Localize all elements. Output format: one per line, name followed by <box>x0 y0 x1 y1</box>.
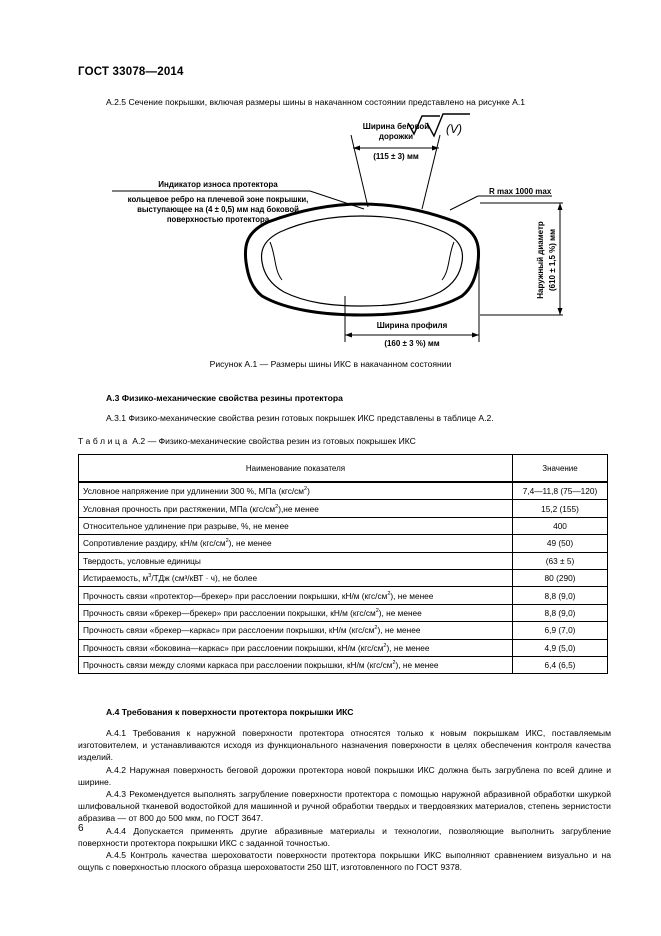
wear-indicator-title: Индикатор износа протектора <box>158 180 278 189</box>
table-row <box>79 587 608 604</box>
intro-paragraph: А.2.5 Сечение покрышки, включая размеры шины в накачанном состоянии представлено на рисунке А.1 <box>106 97 526 107</box>
tire-cross-section-figure <box>100 110 570 350</box>
figure-caption: Рисунок А.1 — Размеры шины ИКС в накачанном состоянии <box>209 359 452 369</box>
row-name: Истираемость, $м^3$/ТДж (см³/кВТ · ч), не более <box>79 569 513 586</box>
table-row <box>79 656 608 673</box>
table-row <box>79 500 608 517</box>
radius-label: R max 1000 max <box>489 187 552 196</box>
table-row <box>79 535 608 552</box>
table-row <box>79 639 608 656</box>
row-name: Сопротивление раздиру, кН/м $(кгс/см^2)$, не менее <box>79 535 513 552</box>
wear-indicator-line-2: кольцевое ребро на плечевой зоне покрышки, <box>127 195 309 204</box>
page-number: 6 <box>78 823 84 834</box>
outer-diameter-label-1: Наружный диаметр <box>536 221 545 299</box>
paragraph-a4-1: А.4.1 Требования к наружной поверхности протектора относятся только к новым покрышкам ИКС, поставляемым изготовителем, и устанавливаются исходя из функционального назначения поверхности в целях обеспечения контроля качества изделий. <box>78 728 611 763</box>
table-header-row <box>79 455 608 483</box>
tire-inner-contour <box>262 216 463 306</box>
table-row <box>79 604 608 621</box>
table-caption-text: А.2 — Физико-механические свойства резин из готовых покрышек ИКС <box>132 436 416 446</box>
row-value: 4,9 (5,0) <box>513 639 608 656</box>
paragraph-a4-5: А.4.5 Контроль качества шероховатости поверхности протектора покрышки ИКС выполняют сравнением визуально и на ощупь с поверхностью плоского образца шероховатости 250 ШТ, изготовленного по ГОСТ 9378. <box>78 850 611 873</box>
row-value: 15,2 (155) <box>513 500 608 517</box>
tread-width-value: (115 ± 3) мм <box>373 152 419 161</box>
table-row <box>79 569 608 586</box>
row-name: Прочность связи «протектор—брекер» при расслоении покрышки, кН/м $(кгс/см^2)$, не менее <box>79 587 513 604</box>
table-row <box>79 552 608 569</box>
row-name: Прочность связи «брекер—каркас» при расслоении покрышки, кН/м $(кгс/см^2)$, не менее <box>79 622 513 639</box>
row-name: Условное напряжение при удлинении 300 %, МПа $(кгс/см^2)$ <box>79 482 513 500</box>
outer-diameter-label-2: (610 ± 1,5 %) мм <box>548 228 557 292</box>
document-header: ГОСТ 33078—2014 <box>78 66 184 78</box>
section-a4-body <box>78 727 611 873</box>
paragraph-a4-4: А.4.4 Допускается применять другие абразивные материалы и технологии, позволяющие выполнить загрубление поверхности протектора покрышки ИКС с заданной точностью. <box>78 825 611 848</box>
row-value: 8,8 (9,0) <box>513 604 608 621</box>
tread-width-label-2: дорожки <box>378 132 414 141</box>
profile-width-label-1: Ширина профиля <box>376 321 448 330</box>
tire-outer-contour <box>245 204 478 315</box>
row-value: 6,9 (7,0) <box>513 622 608 639</box>
svg-text:(V): (V) <box>446 122 462 136</box>
paragraph-a4-3: А.4.3 Рекомендуется выполнять загрубление поверхности протектора с помощью наружной абразивной обработки шкуркой шлифовальной тканевой водостойкой для машинной и ручной обработки твердых и твердовязких материалов, степень зернистости абразива — от 800 до 500 мкм, по ГОСТ 3647. <box>78 789 611 824</box>
row-value: 6,4 (6,5) <box>513 656 608 673</box>
row-name: Твердость, условные единицы <box>79 552 513 569</box>
row-name: Прочность связи между слоями каркаса при расслоении покрышки, кН/м $(кгс/см^2)$, не менее <box>79 656 513 673</box>
table-row <box>79 482 608 500</box>
section-a3-heading: А.3 Физико-механические свойства резины протектора <box>106 393 343 403</box>
section-a4-heading: А.4 Требования к поверхности протектора покрышки ИКС <box>106 707 354 717</box>
row-name: Прочность связи «боковина—каркас» при расслоении покрышки, кН/м $(кгс/см^2)$, не менее <box>79 639 513 656</box>
properties-table <box>78 454 608 674</box>
row-value: 80 (290) <box>513 569 608 586</box>
row-name: Прочность связи «брекер—брекер» при расслоении покрышки, кН/м $(кгс/см^2)$, не менее <box>79 604 513 621</box>
row-value: 400 <box>513 517 608 534</box>
section-a3-text: А.3.1 Физико-механические свойства резин готовых покрышек ИКС представлены в таблице А.2. <box>106 413 494 423</box>
table-caption <box>78 436 416 446</box>
row-name: Относительное удлинение при разрыве, %, не менее <box>79 517 513 534</box>
row-value: 7,4—11,8 (75—120) <box>513 482 608 500</box>
wear-indicator-line-4: поверхностью протектора <box>166 215 270 224</box>
wear-indicator-line-3: выступающее на (4 ± 0,5) мм над боковой <box>137 205 299 214</box>
table-row <box>79 517 608 534</box>
row-value: 49 (50) <box>513 535 608 552</box>
table-row <box>79 622 608 639</box>
table-header-value: Значение <box>513 455 608 483</box>
table-caption-prefix: Таблица <box>78 436 130 446</box>
row-name: Условная прочность при растяжении, МПа $(кгс/см^2),не$ менее <box>79 500 513 517</box>
row-value: 8,8 (9,0) <box>513 587 608 604</box>
profile-width-label-2: (160 ± 3 %) мм <box>384 339 440 348</box>
paragraph-a4-2: А.4.2 Наружная поверхность беговой дорожки протектора новой покрышки ИКС должна быть загрублена по всей длине и ширине. <box>78 764 611 787</box>
tread-width-label-1: Ширина беговой <box>362 122 430 131</box>
row-value: (63 ± 5) <box>513 552 608 569</box>
table-header-name: Наименование показателя <box>79 455 513 483</box>
